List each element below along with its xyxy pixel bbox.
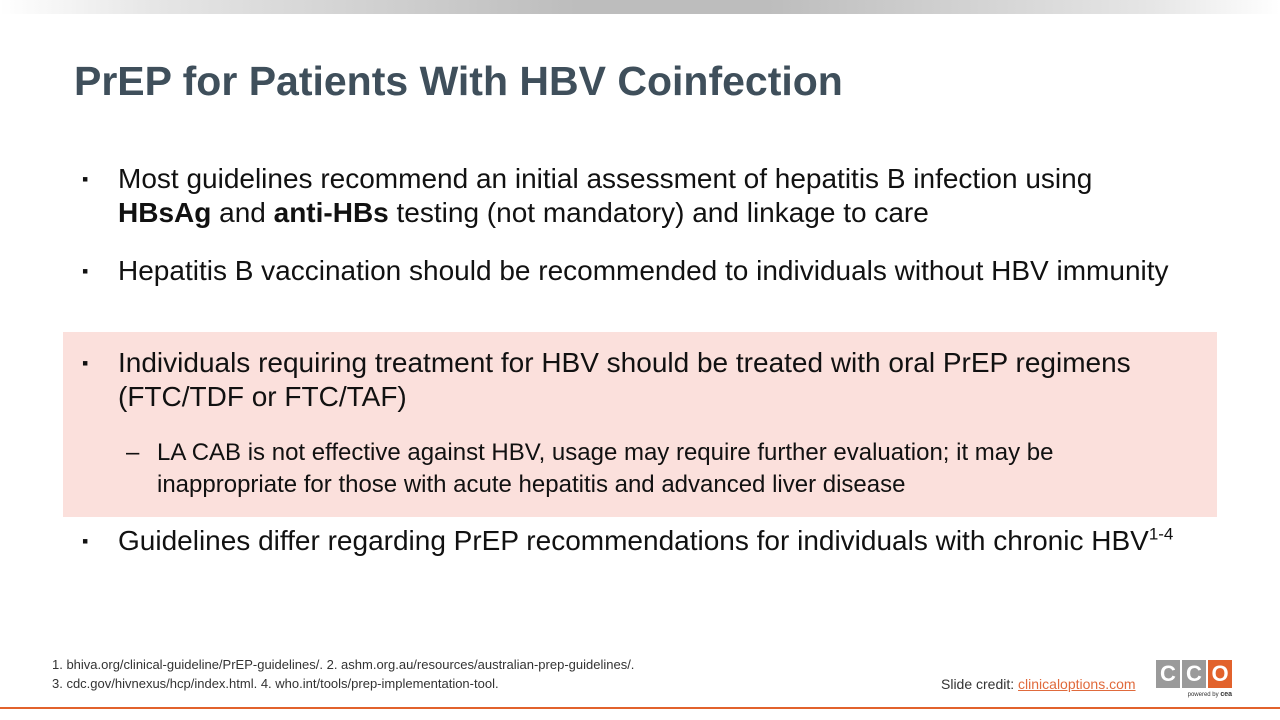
bullet-marker: ▪ <box>82 169 89 189</box>
bullet-4 <box>80 524 1190 558</box>
references <box>52 655 634 693</box>
bullet-3-text: Individuals requiring treatment for HBV should be treated with oral PrEP regimens (FTC/TDF or FTC/TAF) <box>118 347 1131 412</box>
slide-credit <box>941 676 1136 692</box>
bottom-accent-line <box>0 707 1280 709</box>
bullet-1-text <box>118 162 1190 230</box>
bullet-1-bold-anti-hbs: anti-HBs <box>273 197 389 228</box>
powered-by-brand: cea <box>1220 691 1232 698</box>
bullet-1-part3: testing (not mandatory) and linkage to care <box>388 197 929 228</box>
sub-bullet <box>126 437 1186 501</box>
bullet-marker: ▪ <box>82 353 89 373</box>
bullet-1 <box>80 162 1190 230</box>
bullet-4-main: Guidelines differ regarding PrEP recommendations for individuals with chronic HBV <box>118 525 1149 556</box>
logo-letter-c2: C <box>1182 660 1206 688</box>
slide-title: PrEP for Patients With HBV Coinfection <box>74 58 843 104</box>
citation-superscript: 1-4 <box>1148 524 1174 544</box>
bullet-3-highlighted <box>80 346 1190 414</box>
logo-powered-by <box>1156 691 1234 698</box>
logo-tiles <box>1156 660 1234 688</box>
bullet-1-part1: Most guidelines recommend an initial assessment of hepatitis B infection using <box>118 163 1093 194</box>
powered-by-text: powered by <box>1187 692 1221 698</box>
bullet-2 <box>80 254 1190 288</box>
bullet-2-text: Hepatitis B vaccination should be recommended to individuals without HBV immunity <box>118 255 1169 286</box>
logo-letter-c1: C <box>1156 660 1180 688</box>
logo-letter-o: O <box>1208 660 1232 688</box>
bullet-1-bold-hbsag: HBsAg <box>118 197 212 228</box>
sub-bullet-dash: – <box>126 439 140 466</box>
reference-line-1: 1. bhiva.org/clinical-guideline/PrEP-guidelines/. 2. ashm.org.au/resources/australian-prep-guidelines/. <box>52 657 635 672</box>
bullet-marker: ▪ <box>82 531 89 551</box>
cco-logo <box>1156 660 1234 706</box>
bullet-marker: ▪ <box>82 261 89 281</box>
bullet-1-part2: and <box>211 197 274 228</box>
top-gradient-bar <box>0 0 1280 14</box>
sub-bullet-text: LA CAB is not effective against HBV, usage may require further evaluation; it may be inappropriate for those with acute hepatitis and advanced liver disease <box>157 439 1054 498</box>
bullet-4-text <box>118 524 1190 558</box>
slide-credit-label: Slide credit: <box>941 676 1019 692</box>
clinicaloptions-link[interactable]: clinicaloptions.com <box>1018 676 1136 692</box>
reference-line-2: 3. cdc.gov/hivnexus/hcp/index.html. 4. who.int/tools/prep-implementation-tool. <box>52 676 499 691</box>
